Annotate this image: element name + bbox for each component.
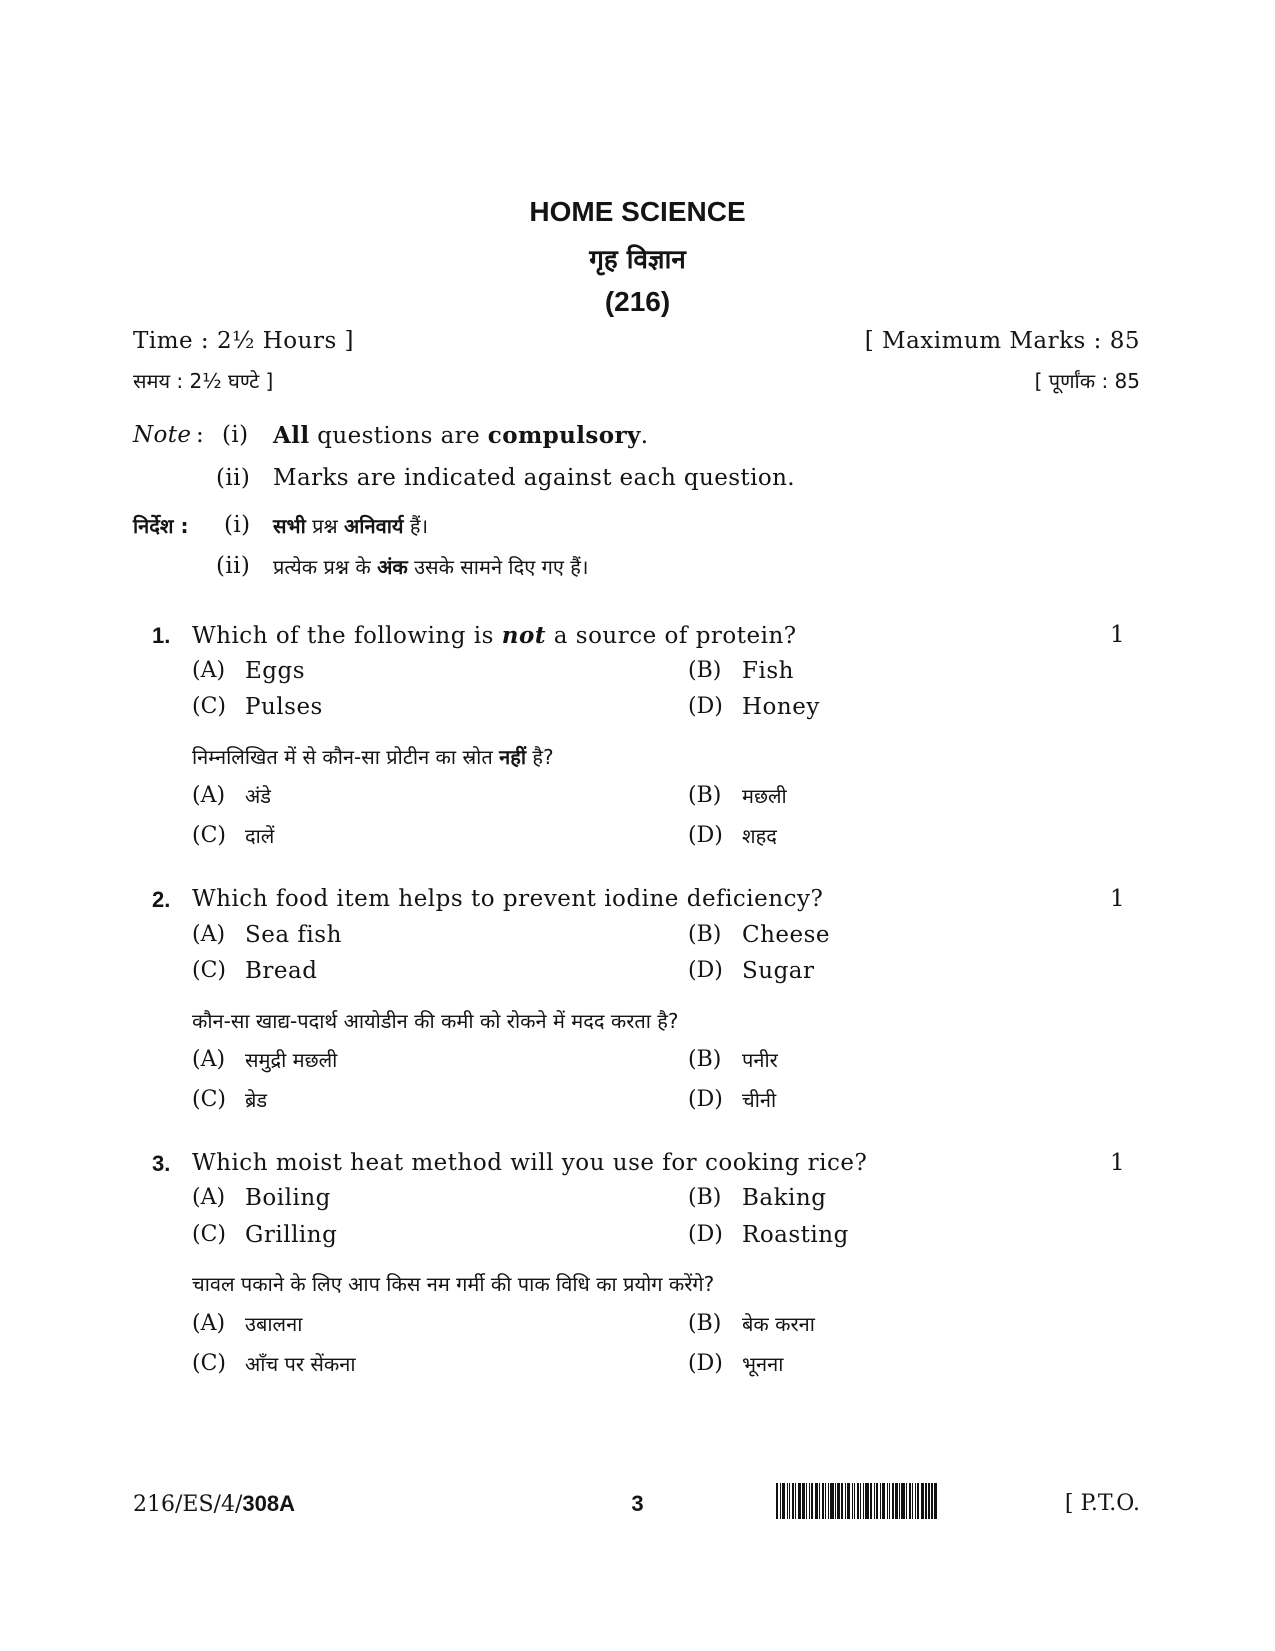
- question-3-english: Which moist heat method will you use for cooking rice?: [192, 1150, 868, 1176]
- barcode-bar: [917, 1483, 919, 1519]
- barcode-bar: [815, 1483, 818, 1519]
- option-letter: (A): [192, 658, 226, 683]
- option-text: Baking: [742, 1185, 827, 1211]
- option-text: आँच पर सेंकना: [245, 1352, 356, 1376]
- option-text: समुद्री मछली: [245, 1048, 338, 1072]
- note-i-text: All questions are compulsory.: [273, 422, 649, 449]
- barcode-bar: [863, 1483, 864, 1519]
- option-text: भूनना: [742, 1352, 784, 1376]
- barcode-bar: [825, 1483, 826, 1519]
- barcode-bar: [928, 1483, 930, 1519]
- option-text: शहद: [742, 824, 777, 848]
- barcode-bar: [782, 1483, 785, 1519]
- barcode-bar: [887, 1483, 888, 1519]
- barcode-bar: [795, 1483, 796, 1519]
- option-text: Eggs: [245, 658, 306, 684]
- option-text: Cheese: [742, 922, 831, 948]
- barcode-bar: [899, 1483, 900, 1519]
- page-number: 3: [631, 1491, 644, 1516]
- barcode-bar: [925, 1483, 926, 1519]
- footer-paper-code: 216/ES/4/308A: [133, 1491, 295, 1517]
- option-text: Pulses: [245, 694, 323, 720]
- barcode-bar: [909, 1483, 911, 1519]
- barcode-bar: [860, 1483, 861, 1519]
- barcode-bar: [828, 1483, 829, 1519]
- max-marks-english: [ Maximum Marks : 85: [864, 328, 1140, 354]
- barcode-bar: [880, 1483, 881, 1519]
- option-letter: (C): [192, 1087, 226, 1112]
- option-text: उबालना: [245, 1312, 303, 1336]
- barcode-bar: [874, 1483, 875, 1519]
- barcode-bar: [895, 1483, 897, 1519]
- barcode-bar: [835, 1483, 836, 1519]
- barcode-bar: [906, 1483, 907, 1519]
- option-text: Sugar: [742, 958, 815, 984]
- option-text: Sea fish: [245, 922, 342, 948]
- barcode-bar: [802, 1483, 804, 1519]
- question-marks: 1: [1110, 886, 1126, 912]
- note-label-hindi: निर्देश :: [133, 514, 189, 538]
- barcode-bar: [822, 1483, 824, 1519]
- barcode-bar: [806, 1483, 807, 1519]
- barcode-bar: [865, 1483, 868, 1519]
- barcode-bar: [787, 1483, 788, 1519]
- option-letter: (D): [688, 694, 723, 719]
- option-text: Boiling: [245, 1185, 331, 1211]
- option-letter: (C): [192, 1222, 226, 1247]
- option-text: Honey: [742, 694, 820, 720]
- barcode-bar: [892, 1483, 894, 1519]
- option-text: दालें: [245, 824, 275, 848]
- max-marks-hindi: [ पूर्णांक : 85: [1034, 369, 1140, 393]
- question-2-hindi: कौन-सा खाद्य-पदार्थ आयोडीन की कमी को रोकने में मदद करता है?: [192, 1009, 679, 1033]
- note-hindi-i-text: सभी प्रश्न अनिवार्य हैं।: [273, 514, 429, 538]
- barcode-bar: [931, 1483, 932, 1519]
- option-text: Bread: [245, 958, 318, 984]
- barcode-bar: [901, 1483, 904, 1519]
- barcode-bar: [789, 1483, 790, 1519]
- note-colon: :: [196, 422, 205, 448]
- barcode-bar: [780, 1483, 781, 1519]
- option-letter: (A): [192, 1185, 226, 1210]
- option-letter: (C): [192, 694, 226, 719]
- barcode-bar: [819, 1483, 820, 1519]
- question-3-hindi: चावल पकाने के लिए आप किस नम गर्मी की पाक विधि का प्रयोग करेंगे?: [192, 1272, 715, 1296]
- option-letter: (D): [688, 1351, 723, 1376]
- barcode-bar: [921, 1483, 924, 1519]
- barcode-bar: [889, 1483, 890, 1519]
- barcode-bar: [934, 1483, 937, 1519]
- barcode-bar: [876, 1483, 878, 1519]
- option-letter: (B): [688, 1185, 722, 1210]
- question-marks: 1: [1110, 622, 1126, 648]
- barcode-bar: [792, 1483, 794, 1519]
- option-letter: (B): [688, 922, 722, 947]
- option-letter: (B): [688, 1047, 722, 1072]
- barcode-bar: [854, 1483, 855, 1519]
- option-text: ब्रेड: [245, 1088, 268, 1112]
- barcode-bar: [915, 1483, 916, 1519]
- note-ii-text: Marks are indicated against each question.: [273, 465, 795, 491]
- note-hindi-ii-text: प्रत्येक प्रश्न के अंक उसके सामने दिए गए हैं।: [273, 555, 589, 579]
- question-number: 3.: [152, 1151, 171, 1176]
- note-hindi-numeral-ii: (ii): [216, 553, 251, 579]
- barcode-bar: [852, 1483, 853, 1519]
- option-letter: (B): [688, 658, 722, 683]
- barcode-bar: [847, 1483, 850, 1519]
- option-text: मछली: [742, 784, 787, 808]
- note-numeral-ii: (ii): [216, 465, 251, 491]
- option-text: अंडे: [245, 784, 271, 808]
- question-number: 1.: [152, 623, 171, 648]
- barcode-bar: [841, 1483, 843, 1519]
- option-text: चीनी: [742, 1088, 777, 1112]
- barcode-bar: [830, 1483, 833, 1519]
- question-1-hindi: निम्नलिखित में से कौन-सा प्रोटीन का स्रोत नहीं है?: [192, 745, 554, 769]
- option-letter: (C): [192, 958, 226, 983]
- time-english: Time : 2½ Hours ]: [133, 328, 355, 354]
- barcode-bar: [912, 1483, 913, 1519]
- barcode-bar: [882, 1483, 885, 1519]
- option-letter: (A): [192, 1311, 226, 1336]
- option-letter: (B): [688, 783, 722, 808]
- paper-code: (216): [604, 286, 671, 317]
- pto-label: [ P.T.O.: [1064, 1491, 1140, 1516]
- option-letter: (B): [688, 1311, 722, 1336]
- question-marks: 1: [1110, 1150, 1126, 1176]
- option-letter: (A): [192, 922, 226, 947]
- barcode-bar: [837, 1483, 839, 1519]
- barcode-bar: [845, 1483, 846, 1519]
- option-letter: (D): [688, 823, 723, 848]
- option-letter: (D): [688, 958, 723, 983]
- option-letter: (C): [192, 823, 226, 848]
- option-text: पनीर: [742, 1048, 778, 1072]
- option-letter: (D): [688, 1087, 723, 1112]
- paper-title-english: HOME SCIENCE: [529, 196, 746, 227]
- note-numeral-i: (i): [222, 422, 249, 448]
- barcode-bar: [776, 1483, 778, 1519]
- paper-title-hindi: गृह विज्ञान: [589, 245, 686, 275]
- option-text: Fish: [742, 658, 794, 684]
- option-text: Roasting: [742, 1222, 849, 1248]
- option-letter: (C): [192, 1351, 226, 1376]
- barcode-bar: [811, 1483, 813, 1519]
- option-letter: (A): [192, 783, 226, 808]
- option-text: बेक करना: [742, 1312, 815, 1336]
- question-2-english: Which food item helps to prevent iodine deficiency?: [192, 886, 824, 912]
- option-text: Grilling: [245, 1222, 338, 1248]
- question-1-english: Which of the following is not a source of protein?: [192, 622, 797, 649]
- barcode-bar: [857, 1483, 859, 1519]
- question-number: 2.: [152, 887, 171, 912]
- barcode-bar: [809, 1483, 810, 1519]
- barcode-graphic: [776, 1483, 939, 1519]
- barcode-bar: [870, 1483, 872, 1519]
- barcode-bar: [798, 1483, 801, 1519]
- option-letter: (A): [192, 1047, 226, 1072]
- note-hindi-numeral-i: (i): [224, 512, 251, 538]
- option-letter: (D): [688, 1222, 723, 1247]
- time-hindi: समय : 2½ घण्टे ]: [133, 369, 274, 393]
- note-label: Note: [133, 422, 192, 448]
